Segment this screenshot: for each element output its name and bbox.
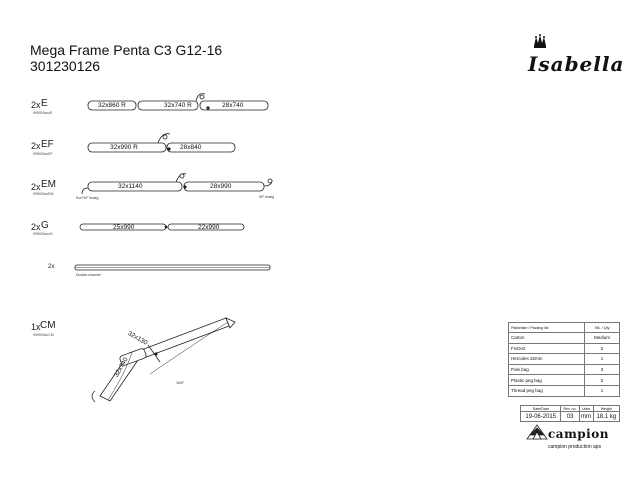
table-row bbox=[509, 385, 620, 396]
pole-ef-code-small: 999003zzEF bbox=[33, 152, 53, 156]
pole-g-code: G bbox=[41, 220, 49, 231]
pole-e-qty: 2x bbox=[31, 100, 41, 110]
product-name: Mega Frame Penta C3 G12-16 bbox=[30, 42, 223, 58]
pole-cm-code-small: 999003zzCM bbox=[33, 333, 54, 337]
packing-list-table bbox=[508, 322, 620, 397]
pole-ef-seg2: 28x840 bbox=[180, 144, 202, 151]
pole-cm-drawing bbox=[92, 318, 235, 402]
pole-em-note-left: Korf 90° knæg bbox=[76, 196, 99, 200]
pole-ef-qty: 2x bbox=[31, 141, 41, 151]
table-row bbox=[509, 364, 620, 375]
packing-item-qty: Medium bbox=[585, 333, 620, 344]
rev-header: Rev. no. bbox=[561, 406, 579, 412]
double-channel-drawing bbox=[75, 265, 270, 270]
pole-cm-seg1: 32x130 bbox=[126, 330, 149, 347]
table-row bbox=[509, 354, 620, 365]
packing-item-qty: 2 bbox=[585, 375, 620, 386]
pole-g-qty: 2x bbox=[31, 222, 41, 232]
campion-logo-icon bbox=[527, 425, 547, 439]
product-number: 301230126 bbox=[30, 58, 101, 74]
packing-list-header-qty: Stk. / Qty bbox=[585, 323, 620, 333]
pole-em-code: EM bbox=[41, 179, 56, 190]
date-value: 19-06-2015 bbox=[521, 412, 561, 422]
document-info-table bbox=[520, 405, 620, 422]
table-row bbox=[509, 333, 620, 344]
packing-item-qty: 3 bbox=[585, 364, 620, 375]
pole-e-code-small: 999003zzzE bbox=[33, 111, 53, 115]
pole-e-seg3: 28x740 bbox=[222, 102, 244, 109]
packing-item-name: Plastic peg bag bbox=[509, 375, 585, 386]
pole-cm-angle: 155° bbox=[176, 380, 185, 385]
pole-e-seg2: 32x740 R bbox=[164, 102, 192, 109]
company-name: campion bbox=[548, 427, 609, 441]
packing-item-name: FixOn2 bbox=[509, 343, 585, 354]
double-channel-label: Double-channel bbox=[76, 273, 101, 277]
pole-cm-seg2: 32x740 bbox=[113, 356, 130, 379]
pole-e-code: E bbox=[41, 98, 48, 109]
weight-value: 18,1 kg bbox=[593, 412, 619, 422]
pole-g-seg2: 22x990 bbox=[198, 224, 220, 231]
packing-list-header-item: Pakkeliste / Packing list bbox=[509, 323, 585, 333]
info-value-row bbox=[521, 412, 620, 422]
pole-em-drawing bbox=[82, 174, 272, 194]
pole-g-drawing bbox=[80, 224, 244, 230]
units-header: Units bbox=[579, 406, 593, 412]
pole-em-seg2: 28x990 bbox=[210, 183, 232, 190]
rev-value: 03 bbox=[561, 412, 579, 422]
pole-em-code-small: 999003zzEM bbox=[33, 192, 54, 196]
packing-item-name: Hercules 32mm bbox=[509, 354, 585, 365]
pole-cm-code: CM bbox=[40, 320, 56, 331]
packing-item-name: Carton bbox=[509, 333, 585, 344]
pole-em-note-right: 90° knæg bbox=[259, 195, 275, 199]
double-channel-qty: 2x bbox=[48, 264, 55, 270]
packing-list-header bbox=[509, 323, 620, 333]
pole-em-seg1: 32x1140 bbox=[118, 183, 143, 190]
packing-item-qty: 2 bbox=[585, 343, 620, 354]
pole-g-seg1: 25x990 bbox=[113, 224, 135, 231]
company-subtitle: campion production aps bbox=[548, 444, 602, 450]
packing-item-qty: 1 bbox=[585, 354, 620, 365]
pole-ef-seg1: 32x990 R bbox=[110, 144, 138, 151]
table-row bbox=[509, 375, 620, 386]
pole-ef-code: EF bbox=[41, 139, 54, 150]
packing-item-qty: 1 bbox=[585, 385, 620, 396]
brand-wordmark: Isabella bbox=[528, 52, 625, 76]
units-value: mm bbox=[579, 412, 593, 422]
pole-g-code-small: 999003zzzG bbox=[33, 232, 53, 236]
table-row bbox=[509, 343, 620, 354]
packing-item-name: Pole bag bbox=[509, 364, 585, 375]
date-header: Date/Dato bbox=[521, 406, 561, 412]
pole-cm-qty: 1x bbox=[31, 322, 41, 332]
packing-item-name: Thread peg bag bbox=[509, 385, 585, 396]
pole-e-seg1: 32x860 R bbox=[98, 102, 126, 109]
weight-header: Weight bbox=[593, 406, 619, 412]
pole-em-qty: 2x bbox=[31, 182, 41, 192]
